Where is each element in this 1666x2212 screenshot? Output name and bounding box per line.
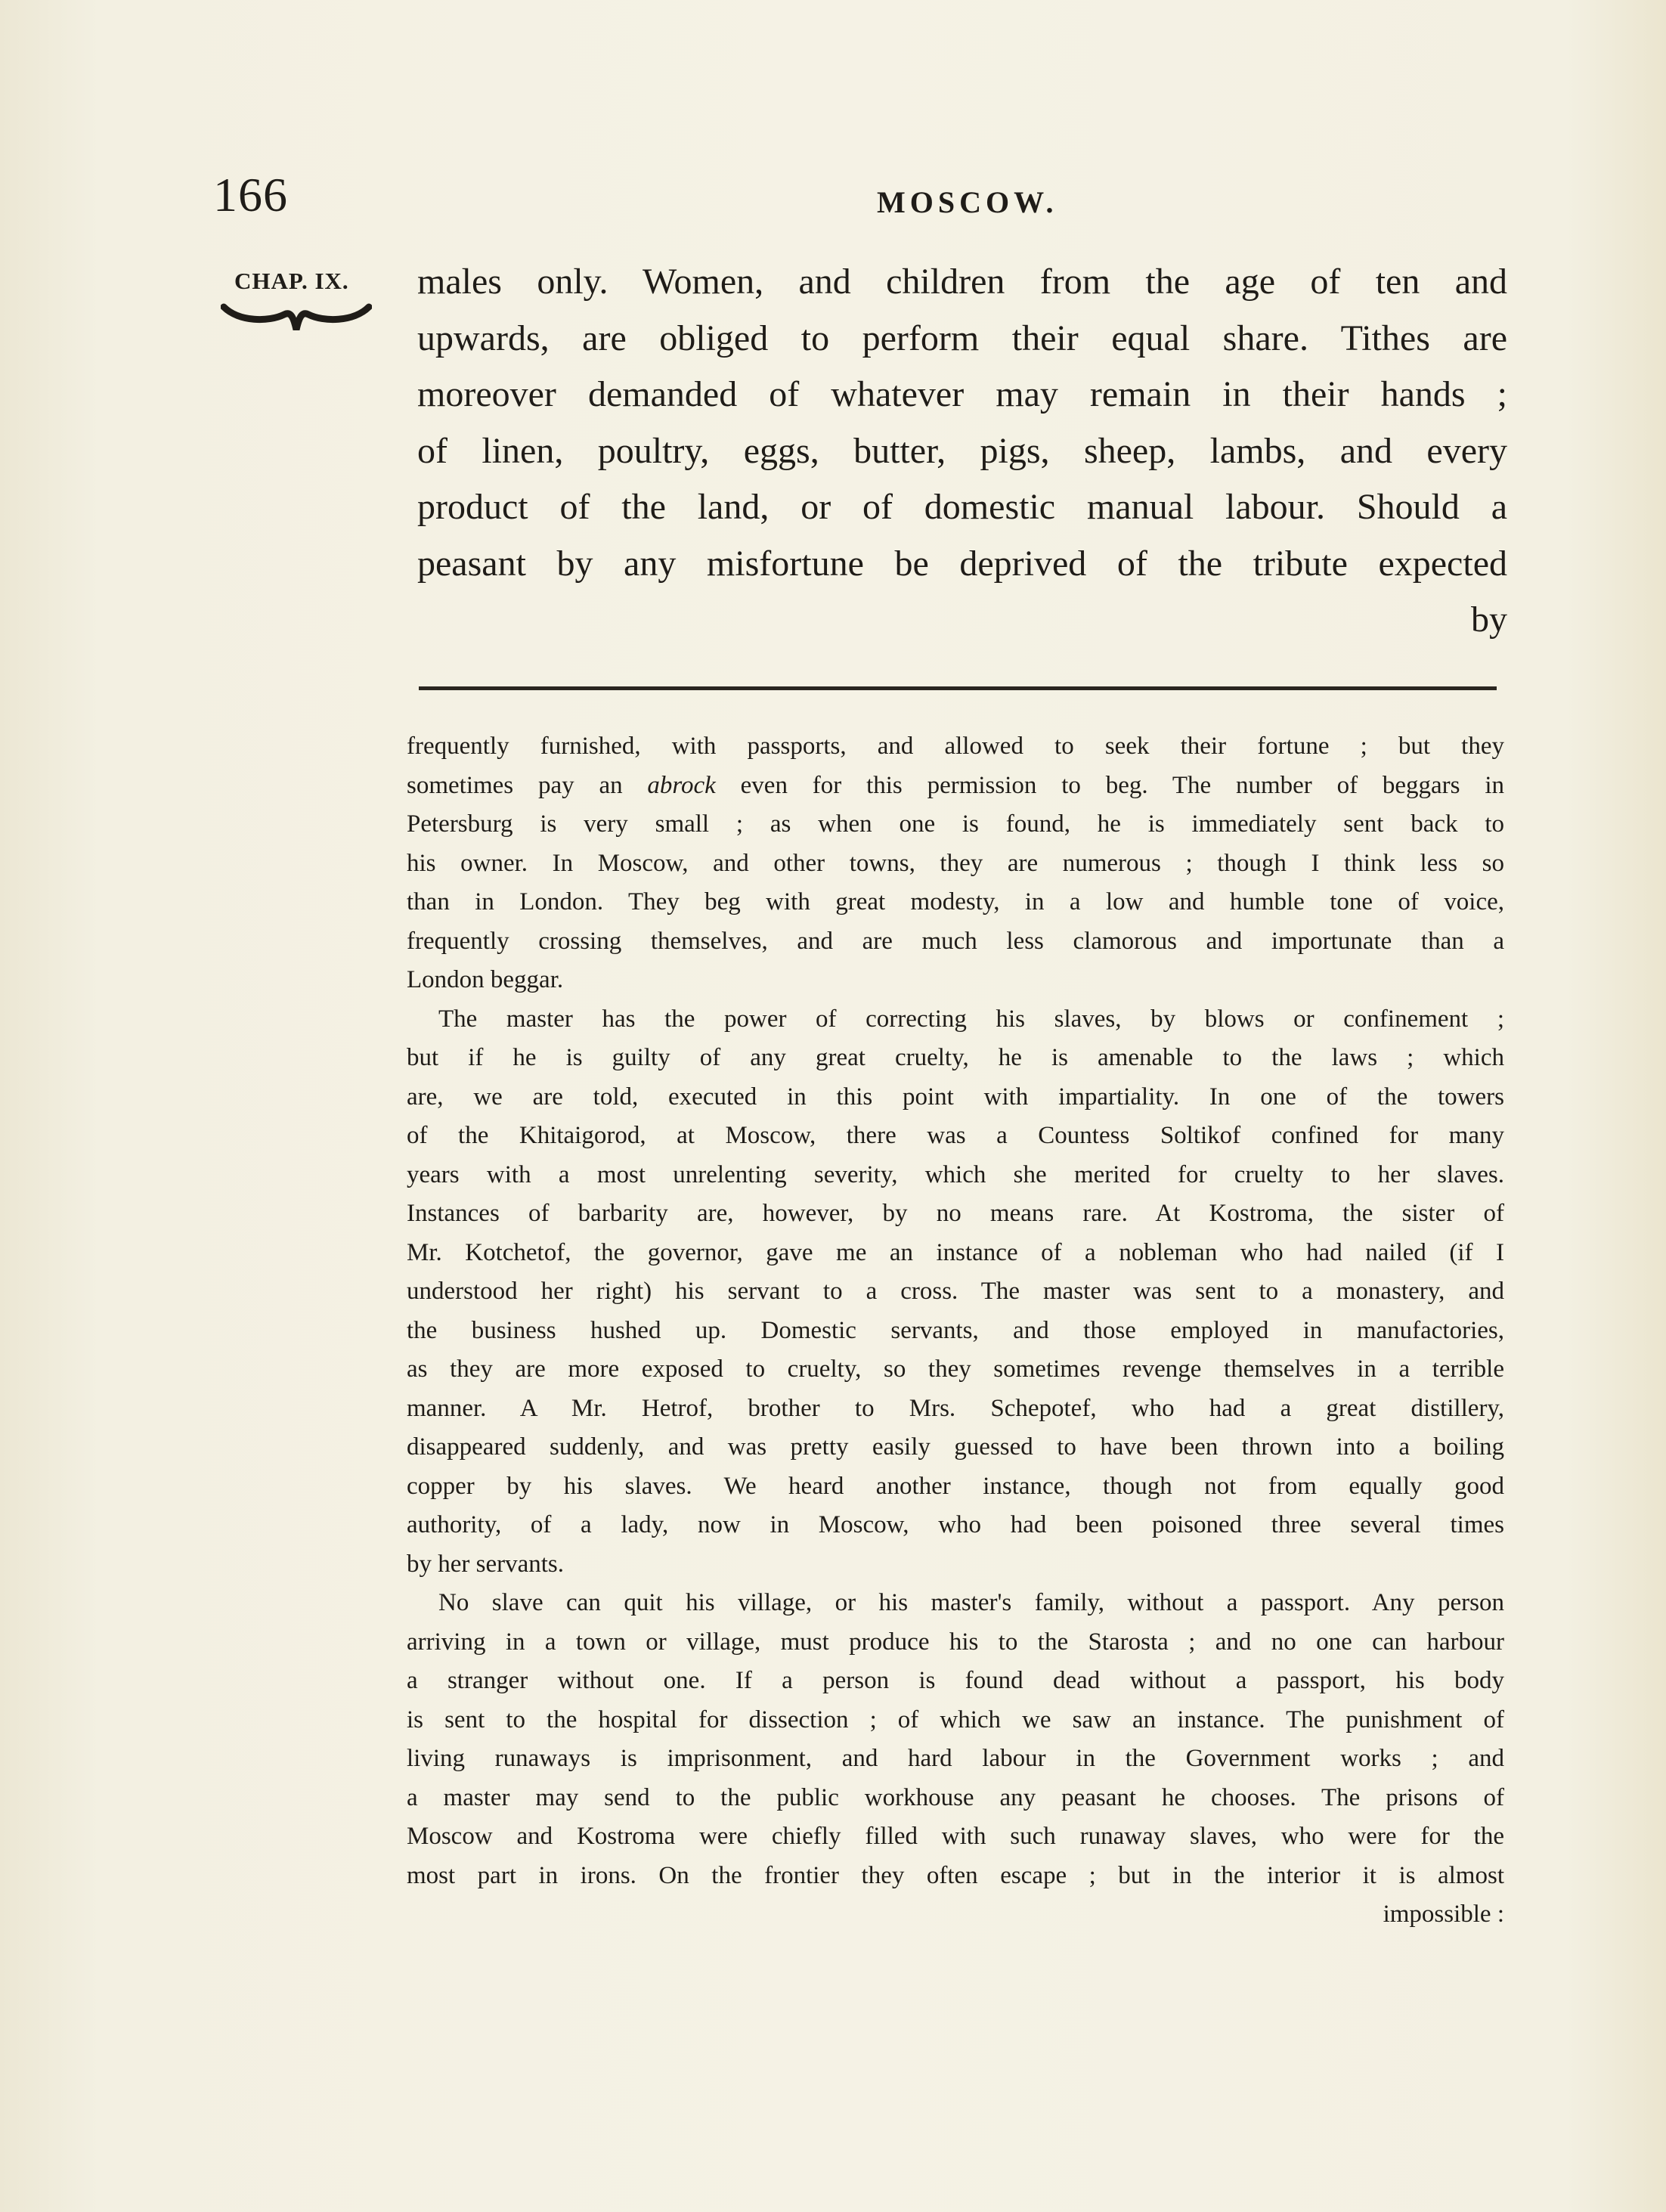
footnote-line: Moscow and Kostroma were chiefly filled with such runaway slaves, who were for the	[407, 1823, 1504, 1850]
footnote-line: No slave can quit his village, or his master's family, without a passport. Any person	[438, 1589, 1504, 1616]
footnote-line: Petersburg is very small ; as when one is found, he is immediately sent back to	[407, 810, 1504, 838]
main-text-line: males only. Women, and children from the age of ten and	[417, 262, 1507, 302]
footnote-line: than in London. They beg with great modesty, in a low and humble tone of voice,	[407, 888, 1504, 915]
main-text-line: product of the land, or of domestic manual labour. Should a	[417, 487, 1507, 527]
catchword: by	[1471, 599, 1507, 640]
page-number: 166	[213, 168, 288, 222]
footnote-line: are, we are told, executed in this point with impartiality. In one of the towers	[407, 1083, 1504, 1111]
footnote-rule	[419, 686, 1497, 690]
footnote-line: Mr. Kotchetof, the governor, gave me an instance of a nobleman who had nailed (if I	[407, 1238, 1504, 1266]
footnote-line: living runaways is imprisonment, and hard labour in the Government works ; and	[407, 1745, 1504, 1772]
footnote-line: copper by his slaves. We heard another instance, though not from equally good	[407, 1472, 1504, 1500]
main-text-line: moreover demanded of whatever may remain in their hands ;	[417, 374, 1507, 414]
footnote-italic-term: abrock	[647, 771, 716, 799]
footnote	[407, 727, 1504, 1935]
chapter-marker: CHAP. IX.	[234, 268, 349, 294]
footnote-line: is sent to the hospital for dissection ; of which we saw an instance. The punishment of	[407, 1705, 1504, 1733]
footnote-line: London beggar.	[407, 966, 564, 993]
footnote-line: his owner. In Moscow, and other towns, they are numerous ; though I think less so	[407, 849, 1504, 877]
footnote-line: The master has the power of correcting his slaves, by blows or confinement ;	[438, 1005, 1504, 1033]
footnote-line: the business hushed up. Domestic servants, and those employed in manufactories,	[407, 1316, 1504, 1344]
footnote-line: but if he is guilty of any great cruelty, he is amenable to the laws ; which	[407, 1044, 1504, 1071]
footnote-line: Instances of barbarity are, however, by no means rare. At Kostroma, the sister of	[407, 1200, 1504, 1227]
footnote-text: sometimes pay an	[407, 771, 648, 799]
footnote-line: frequently furnished, with passports, and allowed to seek their fortune ; but they	[407, 733, 1504, 760]
main-text-line: of linen, poultry, eggs, butter, pigs, sheep, lambs, and every	[417, 430, 1507, 471]
footnote-line: understood her right) his servant to a cross. The master was sent to a monastery, and	[407, 1278, 1504, 1305]
footnote-line: a stranger without one. If a person is found dead without a passport, his body	[407, 1667, 1504, 1694]
main-text-line: upwards, are obliged to perform their equal share. Tithes are	[417, 318, 1507, 358]
footnote-line: frequently crossing themselves, and are much less clamorous and importunate than a	[407, 927, 1504, 955]
running-title: MOSCOW.	[877, 185, 1058, 219]
footnote-catchword: impossible :	[1383, 1901, 1504, 1928]
footnote-line: a master may send to the public workhouse any peasant he chooses. The prisons of	[407, 1783, 1504, 1811]
brace-ornament	[221, 299, 372, 334]
footnote-line: of the Khitaigorod, at Moscow, there was a Countess Soltikof confined for many	[407, 1122, 1504, 1149]
footnote-line	[407, 767, 1504, 806]
main-text	[417, 254, 1507, 649]
footnote-line: as they are more exposed to cruelty, so they sometimes revenge themselves in a terrible	[407, 1355, 1504, 1383]
main-text-line: peasant by any misfortune be deprived of the tribute expected	[417, 543, 1507, 584]
footnote-line: years with a most unrelenting severity, which she merited for cruelty to her slaves.	[407, 1160, 1504, 1188]
footnote-line: manner. A Mr. Hetrof, brother to Mrs. Schepotef, who had a great distillery,	[407, 1394, 1504, 1422]
footnote-line: by her servants.	[407, 1550, 565, 1578]
footnote-line: authority, of a lady, now in Moscow, who had been poisoned three several times	[407, 1511, 1504, 1538]
footnote-text: even for this permission to beg. The number of beggars in	[715, 771, 1505, 799]
footnote-line: most part in irons. On the frontier they often escape ; but in the interior it is almost	[407, 1861, 1504, 1889]
footnote-line: disappeared suddenly, and was pretty easily guessed to have been thrown into a boiling	[407, 1433, 1504, 1461]
footnote-line: arriving in a town or village, must produce his to the Starosta ; and no one can harbour	[407, 1628, 1504, 1656]
